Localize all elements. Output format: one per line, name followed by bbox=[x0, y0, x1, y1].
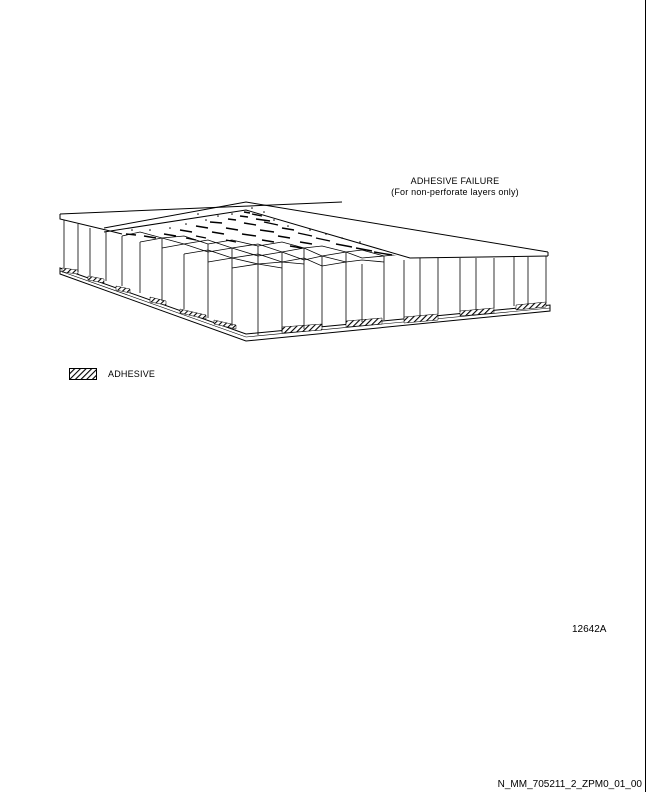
legend-label-adhesive: ADHESIVE bbox=[108, 369, 156, 379]
figure-number: 12642A bbox=[572, 624, 607, 635]
adhesive-failure-callout bbox=[370, 176, 540, 198]
callout-subtitle: (For non-perforate layers only) bbox=[391, 187, 519, 197]
callout-title: ADHESIVE FAILURE bbox=[410, 176, 500, 186]
reference-code: N_MM_705211_2_ZPM0_01_00 bbox=[497, 779, 642, 790]
adhesive-legend-swatch bbox=[69, 368, 97, 380]
